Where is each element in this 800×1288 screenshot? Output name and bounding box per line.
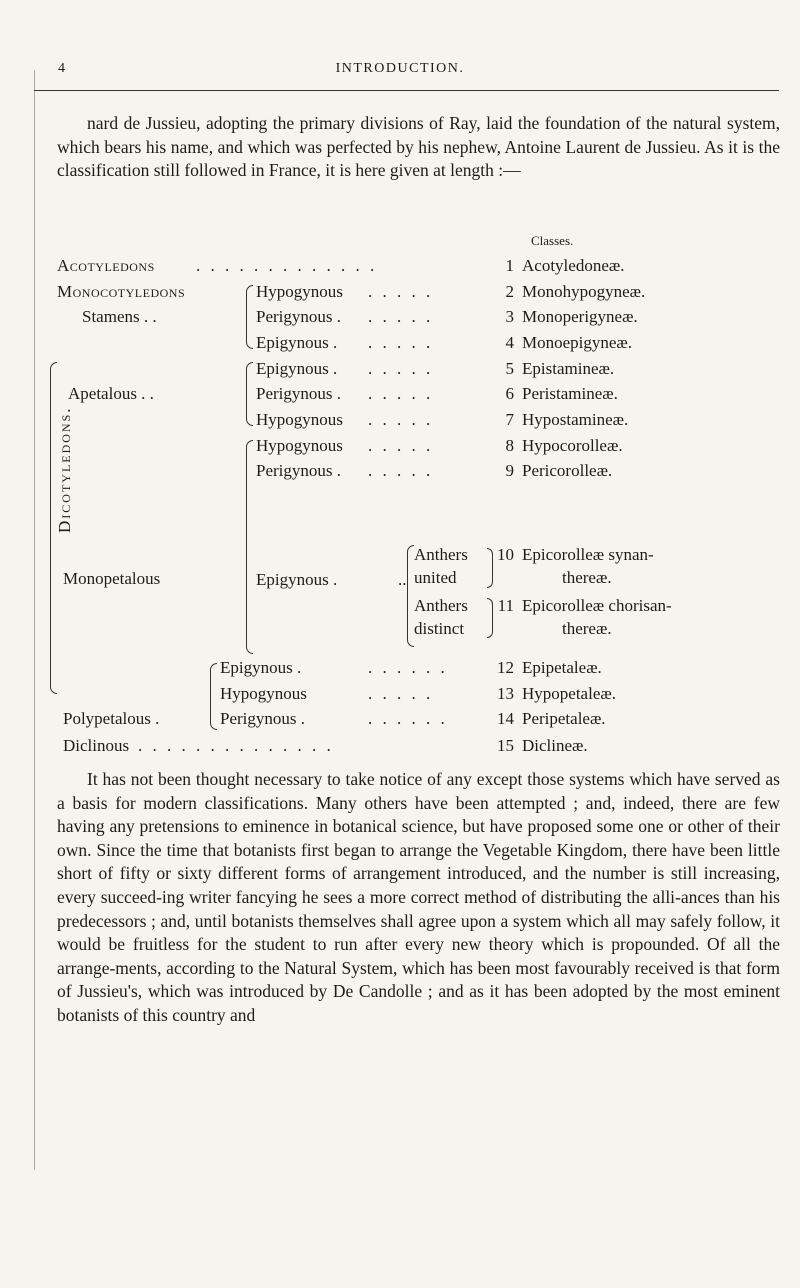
insertion-label: Perigynous . (256, 461, 341, 480)
dot-leader: . . . . . (368, 359, 434, 378)
brace (246, 285, 253, 349)
dot-leader: . . . . . (368, 384, 434, 403)
dot-leader: .. (398, 570, 407, 589)
class-name: Hypopetaleæ. (522, 684, 616, 703)
insertion-label: Perigynous . (256, 307, 341, 326)
class-name: Monohypogyneæ. (522, 282, 646, 301)
apetalous-label: Apetalous . . (68, 384, 154, 403)
insertion-label: Hypogynous (256, 410, 343, 429)
page-number: 4 (58, 61, 65, 76)
dot-leader: . . . . . (368, 307, 434, 326)
class-name: Epipetaleæ. (522, 658, 602, 677)
class-number: 10 (497, 545, 514, 564)
class-number: 4 (505, 333, 514, 352)
dot-leader: . . . . . . . . . . . . . . (138, 736, 334, 755)
insertion-label: Epigynous . (220, 658, 302, 677)
insertion-label: Epigynous . (256, 359, 338, 378)
body-paragraph (57, 768, 780, 1028)
dot-leader: . . . . . . . . . . . . . (196, 256, 378, 275)
dot-leader: . . . . . (368, 461, 434, 480)
insertion-label: Perigynous . (256, 384, 341, 403)
class-name-continued: thereæ. (562, 619, 612, 638)
dot-leader: . . . . . (368, 410, 434, 429)
stamens-label: Stamens . . (82, 307, 157, 326)
class-name-continued: thereæ. (562, 568, 612, 587)
class-number: 7 (505, 410, 514, 429)
polypetalous-label: Polypetalous . (63, 709, 160, 728)
class-number: 6 (505, 384, 514, 403)
insertion-label: Epigynous . (256, 333, 338, 352)
class-number: 1 (505, 256, 514, 275)
class-name: Epicorolleæ chorisan- (522, 596, 672, 615)
insertion-label: Perigynous . (220, 709, 305, 728)
class-name: Monoepigyneæ. (522, 333, 633, 352)
class-name: Acotyledoneæ. (522, 256, 625, 275)
class-number: 15 (497, 736, 514, 755)
class-number: 12 (497, 658, 514, 677)
class-name: Peristamineæ. (522, 384, 618, 403)
dot-leader: . . . . . (368, 333, 434, 352)
class-name: Epistamineæ. (522, 359, 615, 378)
brace (246, 440, 253, 654)
anthers-label: Anthers (414, 545, 468, 564)
monocotyledons-label: Monocotyledons (57, 282, 186, 301)
dicotyledons-label: Dicotyledons. (55, 406, 74, 533)
class-number: 14 (497, 709, 514, 728)
dot-leader: . . . . . . (368, 709, 448, 728)
class-number: 9 (505, 461, 514, 480)
class-name: Pericorolleæ. (522, 461, 613, 480)
anthers-label: Anthers (414, 596, 468, 615)
class-name: Monoperigyneæ. (522, 307, 638, 326)
monopetalous-label: Monopetalous (63, 569, 161, 588)
insertion-label: Hypogynous (220, 684, 307, 703)
class-number: 3 (505, 307, 514, 326)
class-name: Diclineæ. (522, 736, 588, 755)
brace (246, 362, 253, 426)
class-number: 8 (505, 436, 514, 455)
class-name: Peripetaleæ. (522, 709, 606, 728)
brace (210, 663, 217, 730)
class-name: Epicorolleæ synan- (522, 545, 654, 564)
class-number: 5 (505, 359, 514, 378)
body-text: It has not been thought necessary to take notice of any except those systems which have served as a basis for modern classifications. Many others have been attempted ; and, indeed, there are few having any pretensions to eminence in botanical science, but have proposed some one or other of their own. Since the time that botanists first began to arrange the Vegetable Kingdom, there have been little short of fifty or sixty different forms of arrangement introduced, and the number is still increasing, every succeed-ing writer fancying he sees a more correct method of distributing the alli-ances than his predecessors ; and, until botanists themselves shall agree upon a system which all may safely follow, it would be fruitless for the student to run after every new theory which is propounded. Of all the arrange-ments, according to the Natural System, which has been most favourably received is that form of Jussieu's, which was introduced by De Candolle ; and as it has been adopted by the most eminent botanists of this country and (57, 769, 780, 1025)
class-name: Hypocorolleæ. (522, 436, 623, 455)
dot-leader: . . . . . (368, 684, 434, 703)
insertion-label: Epigynous . (256, 570, 338, 589)
dot-leader: . . . . . (368, 282, 434, 301)
intro-text: nard de Jussieu, adopting the primary divisions of Ray, laid the foundation of the natural system, which bears his name, and which was perfected by his nephew, Antoine Laurent de Jussieu. As it is the classification still followed in France, it is here given at length :— (57, 113, 780, 181)
class-number: 13 (497, 684, 514, 703)
brace (407, 545, 414, 647)
dot-leader: . . . . . . (368, 658, 448, 677)
class-number: 11 (497, 596, 514, 615)
united-label: united (414, 568, 457, 587)
acotyledons-label: Acotyledons (57, 256, 155, 275)
class-name: Hypostamineæ. (522, 410, 629, 429)
running-title: INTRODUCTION. (335, 61, 465, 76)
diclinous-label: Diclinous (63, 736, 130, 755)
distinct-label: distinct (414, 619, 465, 638)
dot-leader: . . . . . (368, 436, 434, 455)
classes-heading: Classes. (531, 233, 574, 248)
class-number: 2 (505, 282, 514, 301)
insertion-label: Hypogynous (256, 436, 343, 455)
insertion-label: Hypogynous (256, 282, 343, 301)
